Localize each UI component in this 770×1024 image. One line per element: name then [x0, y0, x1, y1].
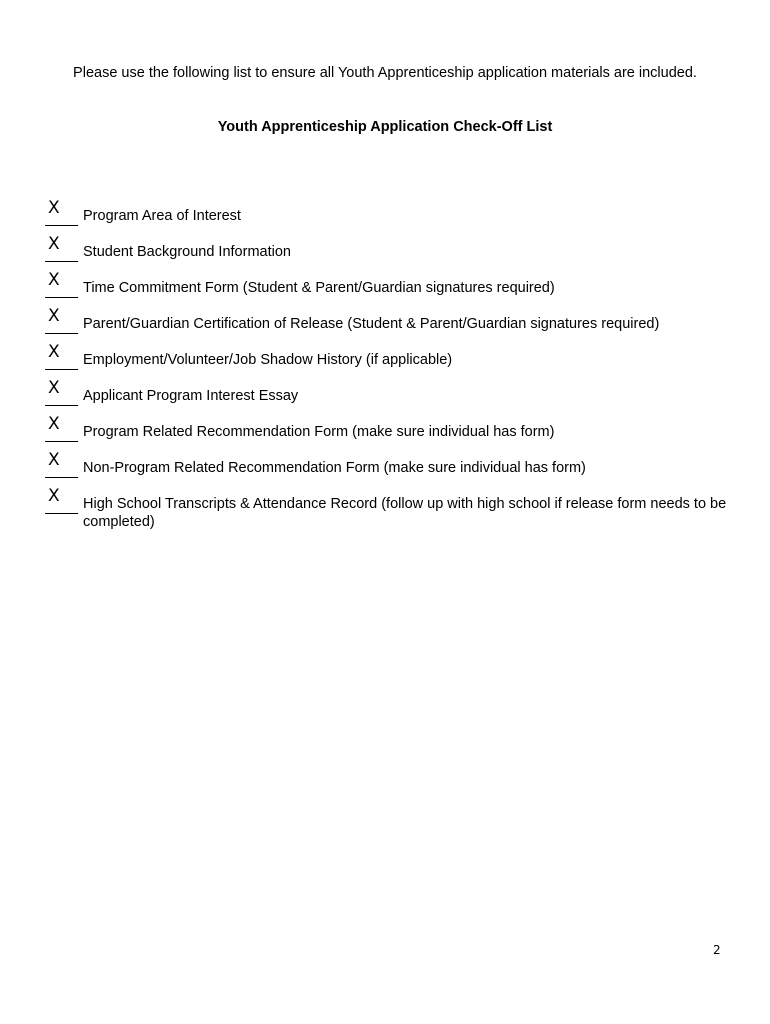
- check-mark: X: [48, 270, 60, 290]
- check-blank[interactable]: [45, 414, 78, 442]
- checklist-item-certification-release: [45, 306, 735, 342]
- checklist-item-label: Program Area of Interest: [83, 208, 241, 224]
- check-mark: X: [48, 234, 60, 254]
- page-number: 2: [713, 943, 721, 957]
- checklist-item-label: Time Commitment Form (Student & Parent/Guardian signatures required): [83, 280, 555, 296]
- checklist-item-program-area: [45, 198, 735, 234]
- check-blank[interactable]: [45, 270, 78, 298]
- check-blank[interactable]: [45, 450, 78, 478]
- checklist-item-label: High School Transcripts & Attendance Record (follow up with high school if release form needs to be completed): [83, 496, 727, 530]
- checklist: [45, 198, 735, 531]
- check-blank[interactable]: [45, 198, 78, 226]
- checklist-item-label: Student Background Information: [83, 244, 291, 260]
- check-mark: X: [48, 306, 60, 326]
- checklist-item-label: Applicant Program Interest Essay: [83, 388, 299, 404]
- intro-text: Please use the following list to ensure all Youth Apprenticeship application materials are included.: [73, 65, 697, 81]
- check-blank[interactable]: [45, 378, 78, 406]
- check-blank[interactable]: [45, 486, 78, 514]
- check-blank[interactable]: [45, 234, 78, 262]
- check-mark: X: [48, 414, 60, 434]
- checklist-item-label: Parent/Guardian Certification of Release (Student & Parent/Guardian signatures required): [83, 316, 660, 332]
- checklist-item-employment-history: [45, 342, 735, 378]
- checklist-item-non-program-recommendation: [45, 450, 735, 486]
- checklist-item-program-recommendation: [45, 414, 735, 450]
- check-mark: X: [48, 486, 60, 506]
- checklist-item-time-commitment: [45, 270, 735, 306]
- check-mark: X: [48, 378, 60, 398]
- checklist-item-label: Non-Program Related Recommendation Form (make sure individual has form): [83, 460, 586, 476]
- check-mark: X: [48, 342, 60, 362]
- page-title: Youth Apprenticeship Application Check-Off List: [217, 119, 553, 135]
- check-mark: X: [48, 450, 60, 470]
- check-blank[interactable]: [45, 306, 78, 334]
- checklist-item-label: Program Related Recommendation Form (make sure individual has form): [83, 424, 555, 440]
- checklist-item-label: Employment/Volunteer/Job Shadow History (if applicable): [83, 352, 453, 368]
- checklist-item-student-background: [45, 234, 735, 270]
- check-blank[interactable]: [45, 342, 78, 370]
- checklist-item-transcripts: [45, 486, 735, 531]
- check-mark: X: [48, 198, 60, 218]
- checklist-item-interest-essay: [45, 378, 735, 414]
